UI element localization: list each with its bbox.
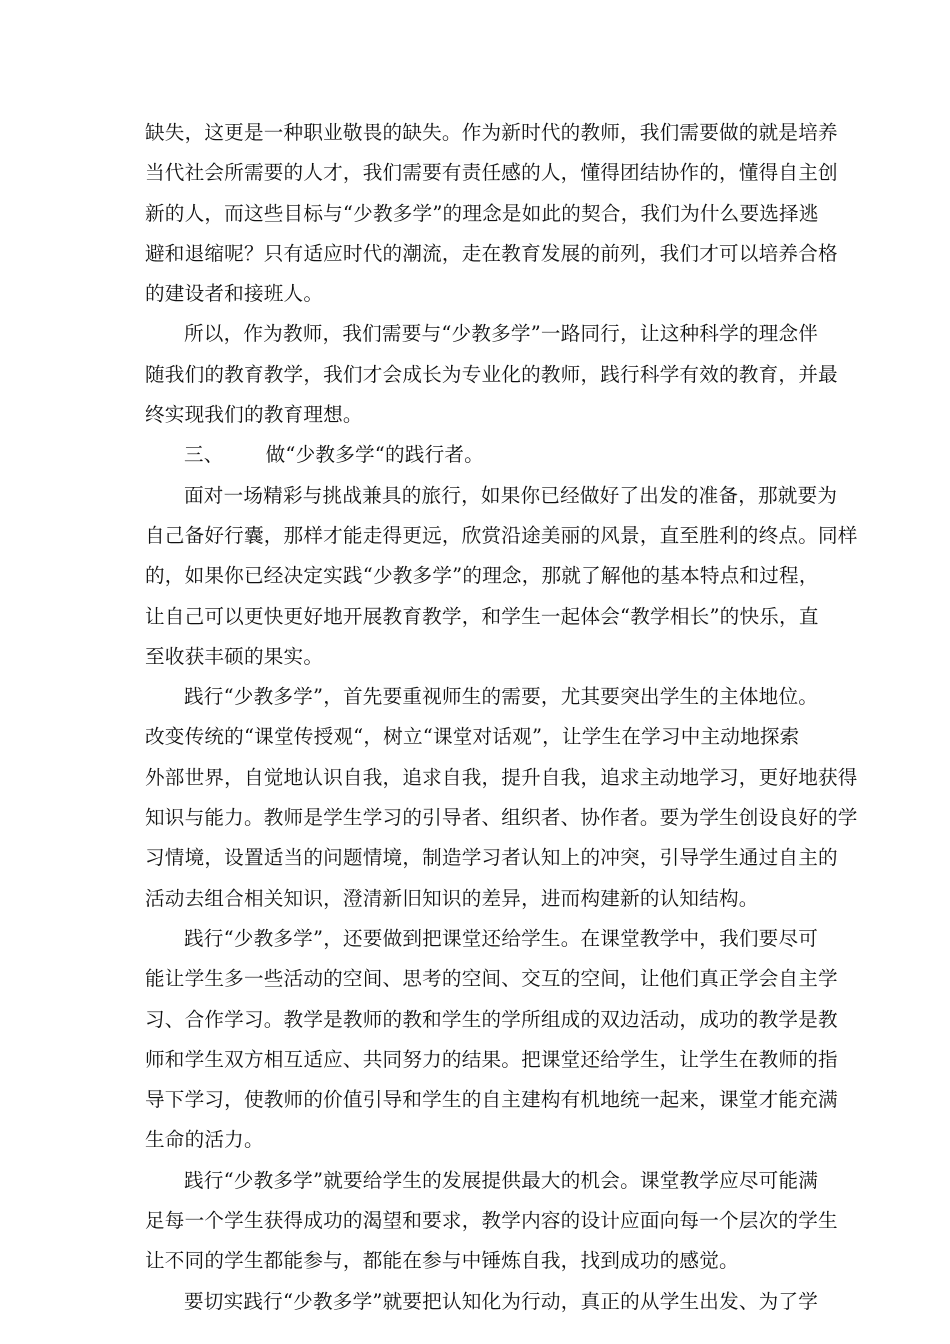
text-line: 要切实践行“少教多学”就要把认知化为行动，真正的从学生出发、为了学 <box>184 1289 819 1313</box>
text-line: 知识与能力。教师是学生学习的引导者、组织者、协作者。要为学生创设良好的学 <box>145 806 858 830</box>
text-line: 外部世界，自觉地认识自我，追求自我，提升自我，追求主动地学习，更好地获得 <box>145 765 858 789</box>
text-line: 缺失，这更是一种职业敬畏的缺失。作为新时代的教师，我们需要做的就是培养 <box>145 121 838 144</box>
paragraph-4 <box>145 677 858 919</box>
text-line: 新的人，而这些目标与“少教多学”的理念是如此的契合，我们为什么要选择逃 <box>145 201 819 225</box>
text-line: 的，如果你已经决定实践“少教多学”的理念，那就了解他的基本特点和过程， <box>145 564 819 588</box>
text-line: 所以，作为教师，我们需要与“少教多学”一路同行，让这种科学的理念伴 <box>184 322 819 346</box>
text-line: 终实现我们的教育理想。 <box>145 403 363 427</box>
text-line: 活动去组合相关知识，澄清新旧知识的差异，进而构建新的认知结构。 <box>145 886 759 910</box>
body-text <box>145 113 858 1322</box>
section-heading <box>145 435 813 475</box>
text-line: 改变传统的“课堂传授观“，树立“课堂对话观”，让学生在学习中主动地探索 <box>145 725 800 749</box>
text-line: 面对一场精彩与挑战兼具的旅行，如果你已经做好了出发的准备，那就要为 <box>184 483 838 507</box>
paragraph-1 <box>145 113 838 314</box>
paragraph-2 <box>145 314 838 435</box>
paragraph-7 <box>145 1282 819 1322</box>
text-line: 足每一个学生获得成功的渴望和要求，教学内容的设计应面向每一个层次的学生 <box>145 1209 838 1233</box>
text-line: 当代社会所需要的人才，我们需要有责任感的人，懂得团结协作的，懂得自主创 <box>145 161 838 185</box>
text-line: 的建设者和接班人。 <box>145 282 324 306</box>
paragraph-5 <box>145 919 838 1161</box>
text-line: 让自己可以更快更好地开展教育教学，和学生一起体会“教学相长”的快乐，直 <box>145 604 819 628</box>
text-line: 习、合作学习。教学是教师的教和学生的学所组成的双边活动，成功的教学是教 <box>145 1007 838 1031</box>
text-line: 至收获丰硕的果实。 <box>145 644 324 668</box>
text-line: 生命的活力。 <box>145 1128 264 1152</box>
paragraph-6 <box>145 1161 838 1282</box>
text-line: 让不同的学生都能参与，都能在参与中锤炼自我，找到成功的感觉。 <box>145 1249 739 1273</box>
paragraph-3 <box>145 476 858 677</box>
heading-text: 做“少教多学“的践行者。 <box>265 443 484 467</box>
heading-line <box>145 435 813 475</box>
text-line: 自己备好行囊，那样才能走得更远，欣赏沿途美丽的风景，直至胜利的终点。同样 <box>145 523 858 547</box>
text-line: 践行“少教多学”，还要做到把课堂还给学生。在课堂教学中，我们要尽可 <box>184 926 819 950</box>
text-line: 能让学生多一些活动的空间、思考的空间、交互的空间，让他们真正学会自主学 <box>145 967 838 991</box>
text-line: 导下学习，使教师的价值引导和学生的自主建构有机地统一起来，课堂才能充满 <box>145 1088 838 1112</box>
heading-number: 三、 <box>184 443 224 467</box>
text-line: 师和学生双方相互适应、共同努力的结果。把课堂还给学生，让学生在教师的指 <box>145 1047 838 1071</box>
text-line: 随我们的教育教学，我们才会成长为专业化的教师，践行科学有效的教育，并最 <box>145 362 838 386</box>
text-line: 践行“少教多学”，首先要重视师生的需要，尤其要突出学生的主体地位。 <box>184 685 819 709</box>
text-line: 践行“少教多学”就要给学生的发展提供最大的机会。课堂教学应尽可能满 <box>184 1168 819 1192</box>
text-line: 避和退缩呢？只有适应时代的潮流，走在教育发展的前列，我们才可以培养合格 <box>145 241 838 265</box>
text-line: 习情境，设置适当的问题情境，制造学习者认知上的冲突，引导学生通过自主的 <box>145 846 838 870</box>
